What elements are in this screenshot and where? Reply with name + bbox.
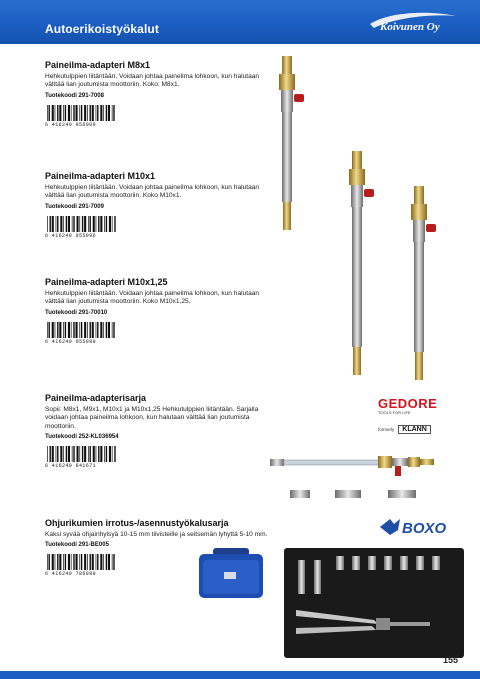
barcode-bar xyxy=(55,554,56,570)
barcode-bar xyxy=(59,105,61,121)
adapter-tool xyxy=(349,151,374,375)
barcode-bar xyxy=(90,216,91,232)
barcode-number: 6 416240 955989 xyxy=(45,338,97,345)
barcode-bar xyxy=(68,105,70,121)
barcode-bar xyxy=(82,216,83,232)
page-footer-band xyxy=(0,671,480,679)
barcode-bar xyxy=(47,105,48,121)
barcode-bar xyxy=(108,554,110,570)
product-description: Sopii: M8x1, M9x1, M10x1 ja M10x1,25 Hehkutulppien liitäntään. Sarjalla voidaan johtaa paineilma lohkoon, kun halutaan välttää lian joutumista moottoriin. xyxy=(45,406,259,430)
barcode-bar xyxy=(96,322,97,338)
barcode-bar xyxy=(112,322,113,338)
barcode-bar xyxy=(84,554,86,570)
barcode-bar xyxy=(57,554,58,570)
barcode-number: 6 416240 841671 xyxy=(45,463,97,470)
product-title: Paineilma-adapteri M8x1 xyxy=(45,60,151,70)
barcode-bar xyxy=(60,216,62,232)
gedore-brand xyxy=(378,396,458,434)
barcode-bar xyxy=(81,105,82,121)
barcode-bar xyxy=(100,105,102,121)
barcode-bar xyxy=(88,446,89,462)
product-title: Paineilma-adapterisarja xyxy=(45,393,147,403)
barcode-bar xyxy=(71,105,72,121)
barcode-bar xyxy=(98,446,99,462)
barcode-bar xyxy=(96,554,97,570)
barcode-bar xyxy=(56,446,57,462)
barcode-bar xyxy=(104,446,105,462)
barcode-bar xyxy=(79,216,80,232)
barcode-bar xyxy=(81,554,82,570)
formerly-label: formerly xyxy=(378,427,395,432)
barcode-bar xyxy=(88,216,89,232)
barcode-bar xyxy=(100,554,102,570)
tool-case-image xyxy=(197,548,267,600)
barcode-bar xyxy=(49,554,50,570)
barcode-bar xyxy=(66,446,67,462)
barcode-bar xyxy=(59,322,61,338)
barcode-bars xyxy=(45,322,117,338)
product-code: Tuotekoodi 291-7008 xyxy=(45,92,104,99)
barcode-bar xyxy=(47,216,48,232)
barcode-bar xyxy=(87,322,88,338)
barcode-bar xyxy=(57,446,58,462)
barcode-bar xyxy=(96,105,97,121)
barcode-bar xyxy=(87,105,88,121)
barcode-bar xyxy=(52,446,54,462)
barcode-bar xyxy=(66,216,67,232)
barcode-bar xyxy=(84,322,86,338)
barcode-bar xyxy=(90,105,91,121)
barcode-bar xyxy=(73,216,74,232)
product-title: Ohjurikumien irrotus-/asennustyökalusarja xyxy=(45,518,229,528)
barcode-bar xyxy=(84,105,86,121)
adapter-pieces xyxy=(290,490,416,498)
product-description: Hehkutulppien liitäntään. Voidaan johtaa paineilma lohkoon, kun halutaan välttää lian joutumista moottoriin. Koko M10x1,25. xyxy=(45,290,260,306)
product-description: Hehkutulppien liitäntään. Voidaan johtaa paineilma lohkoon, kun halutaan välttää lian joutumista moottoriin. Koko M10x1. xyxy=(45,184,260,200)
adapter-tool xyxy=(411,186,436,380)
barcode xyxy=(45,216,117,238)
barcode xyxy=(45,322,117,344)
barcode-bar xyxy=(109,216,111,232)
barcode-bar xyxy=(79,446,80,462)
barcode-bar xyxy=(63,554,64,570)
product-code: Tuotekoodi 291-70010 xyxy=(45,309,108,316)
barcode-bar xyxy=(68,216,70,232)
barcode-bar xyxy=(55,322,56,338)
barcode-bar xyxy=(97,554,98,570)
barcode-bar xyxy=(92,322,94,338)
barcode-bar xyxy=(63,105,64,121)
barcode-bar xyxy=(97,105,98,121)
barcode-bar xyxy=(73,322,74,338)
barcode-bar xyxy=(113,322,114,338)
gedore-tagline: TOOLS FOR LIFE xyxy=(378,410,411,415)
barcode-bar xyxy=(112,446,113,462)
boxo-text: BOXO xyxy=(402,520,447,536)
barcode-bar xyxy=(106,554,107,570)
barcode-bar xyxy=(82,446,83,462)
barcode-bar xyxy=(108,322,110,338)
product-block xyxy=(45,277,275,344)
page-number: 155 xyxy=(442,655,458,665)
klann-logo: KLANN xyxy=(398,425,431,434)
barcode-bar xyxy=(100,446,102,462)
adapter-tools-image xyxy=(268,56,448,386)
barcode-bar xyxy=(109,446,111,462)
barcode-bar xyxy=(84,216,86,232)
barcode-bar xyxy=(52,322,54,338)
product-block xyxy=(45,171,275,238)
product-title: Paineilma-adapteri M10x1 xyxy=(45,171,156,181)
barcode-bar xyxy=(76,554,78,570)
barcode-bar xyxy=(79,554,80,570)
barcode-bar xyxy=(50,216,51,232)
barcode-bar xyxy=(79,105,80,121)
barcode-bar xyxy=(73,554,74,570)
barcode-bar xyxy=(47,446,48,462)
barcode-bar xyxy=(49,322,50,338)
barcode-number: 6 416240 956009 xyxy=(45,121,97,128)
barcode-bar xyxy=(90,322,91,338)
koivunen-logo xyxy=(368,8,458,36)
product-code: Tuotekoodi 291-BE005 xyxy=(45,542,109,549)
barcode-bar xyxy=(49,105,50,121)
barcode-bar xyxy=(96,446,97,462)
barcode-bar xyxy=(65,105,66,121)
barcode xyxy=(45,554,117,576)
barcode-bar xyxy=(63,322,64,338)
barcode-bar xyxy=(112,216,113,232)
product-block xyxy=(45,60,275,127)
barcode-bars xyxy=(45,105,117,121)
barcode-bar xyxy=(113,554,114,570)
barcode-bar xyxy=(92,554,94,570)
barcode-bar xyxy=(98,216,99,232)
barcode-bar xyxy=(114,216,115,232)
product-block xyxy=(45,393,275,468)
barcode-bar xyxy=(68,554,70,570)
barcode-bar xyxy=(97,322,98,338)
barcode-bar xyxy=(77,216,79,232)
barcode-bar xyxy=(104,216,105,232)
barcode-bar xyxy=(90,446,91,462)
barcode-bar xyxy=(100,216,102,232)
barcode-bar xyxy=(90,554,91,570)
barcode-bar xyxy=(63,216,64,232)
adapter-set-image xyxy=(270,452,440,507)
section-title: Autoerikoistyökalut xyxy=(45,22,159,36)
barcode-number: 6 416240 955996 xyxy=(45,232,97,239)
barcode-bar xyxy=(113,105,114,121)
barcode-bar xyxy=(112,105,113,121)
barcode-bar xyxy=(87,554,88,570)
barcode-bar xyxy=(84,446,86,462)
valve-seal-toolset-image xyxy=(284,548,464,658)
barcode-bar xyxy=(55,105,56,121)
barcode-bars xyxy=(45,554,117,570)
barcode-bar xyxy=(112,554,113,570)
barcode-bar xyxy=(93,446,95,462)
barcode xyxy=(45,105,117,127)
barcode-bar xyxy=(79,322,80,338)
barcode-bar xyxy=(52,554,54,570)
barcode-bar xyxy=(52,105,54,121)
barcode-bar xyxy=(47,322,48,338)
gedore-logo: GEDORE xyxy=(378,396,438,411)
barcode-bar xyxy=(100,322,102,338)
barcode-bar xyxy=(106,322,107,338)
barcode xyxy=(45,446,117,468)
barcode-bar xyxy=(52,216,54,232)
barcode-bar xyxy=(106,105,107,121)
barcode-bar xyxy=(60,446,62,462)
barcode-bars xyxy=(45,216,117,232)
barcode-bar xyxy=(103,105,104,121)
barcode-bar xyxy=(72,446,73,462)
logo-text: Koivunen Oy xyxy=(380,21,440,33)
product-code: Tuotekoodi 291-7009 xyxy=(45,203,104,210)
barcode-number: 6 416240 786989 xyxy=(45,571,97,578)
adapter-tool xyxy=(279,56,304,230)
product-code: Tuotekoodi 252-KL036954 xyxy=(45,434,119,441)
product-description: Kaksi syvää ohjainhylsyä 10-15 mm tiivisteille ja seitsemän lyhyttä 5-10 mm. xyxy=(45,531,268,538)
boxo-logo xyxy=(380,518,458,536)
barcode-bar xyxy=(72,216,73,232)
barcode-bar xyxy=(103,322,104,338)
barcode-bar xyxy=(73,446,74,462)
barcode-bar xyxy=(56,216,57,232)
page-header xyxy=(0,0,480,44)
barcode-bar xyxy=(65,322,66,338)
barcode-bar xyxy=(57,216,58,232)
barcode-bar xyxy=(73,105,74,121)
barcode-bar xyxy=(63,446,64,462)
barcode-bar xyxy=(68,322,70,338)
product-title: Paineilma-adapteri M10x1,25 xyxy=(45,277,168,287)
barcode-bar xyxy=(50,446,51,462)
barcode-bar xyxy=(81,322,82,338)
barcode-bar xyxy=(92,105,94,121)
barcode-bar xyxy=(106,216,107,232)
barcode-bar xyxy=(59,554,61,570)
barcode-bar xyxy=(57,322,58,338)
barcode-bar xyxy=(71,322,72,338)
barcode-bar xyxy=(76,105,78,121)
barcode-bar xyxy=(77,446,79,462)
barcode-bar xyxy=(108,105,110,121)
barcode-bar xyxy=(71,554,72,570)
barcode-bar xyxy=(114,446,115,462)
barcode-bar xyxy=(96,216,97,232)
barcode-bar xyxy=(93,216,95,232)
barcode-bar xyxy=(106,446,107,462)
barcode-bars xyxy=(45,446,117,462)
barcode-bar xyxy=(57,105,58,121)
product-description: Hehkutulppien liitäntään. Voidaan johtaa paineilma lohkoon, kun halutaan välttää lian joutumista moottoriin. Koko: M8x1. xyxy=(45,73,260,89)
barcode-bar xyxy=(68,446,70,462)
barcode-bar xyxy=(103,554,104,570)
barcode-bar xyxy=(65,554,66,570)
barcode-bar xyxy=(76,322,78,338)
barcode-bar xyxy=(47,554,48,570)
